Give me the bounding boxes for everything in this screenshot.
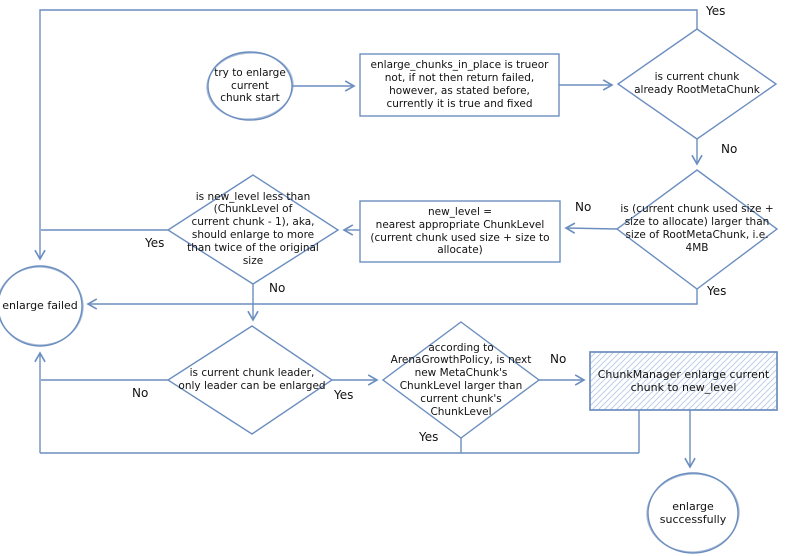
is-root-meta-chunk-label: is current chunk already RootMetaChunk xyxy=(634,71,760,96)
check-enlarge-in-place-box xyxy=(360,54,559,116)
is-root-meta-chunk-diamond xyxy=(618,29,776,139)
leader-check-label: is current chunk leader, only leader can be enlarged xyxy=(178,367,326,392)
check-enlarge-in-place-label: enlarge_chunks_in_place is trueor not, if not then return failed, however, as stated before, currently it is true and fixed xyxy=(370,59,549,110)
enlarge-success-label: enlarge successfully xyxy=(659,499,727,526)
edge-label-root-no: No xyxy=(721,142,738,156)
compute-new-level-box xyxy=(360,201,560,262)
edge-size-no xyxy=(566,228,617,229)
new-level-check-diamond xyxy=(168,175,338,284)
edge-label-leader-yes: Yes xyxy=(334,388,354,402)
edge-label-size-no: No xyxy=(575,200,592,214)
growth-policy-diamond xyxy=(383,322,539,438)
size-check-diamond xyxy=(617,170,777,289)
edge-size-yes xyxy=(88,289,697,304)
growth-policy-label: according to ArenaGrowthPolicy, is next new MetaChunk's ChunkLevel larger than current chunk's ChunkLevel xyxy=(390,341,532,418)
chunk-manager-enlarge-box xyxy=(590,352,777,410)
edge-label-leader-no: No xyxy=(132,386,149,400)
compute-new-level-label: new_level = nearest appropriate ChunkLevel (current chunk used size + size to allocate) xyxy=(370,205,550,257)
edge-label-size-yes: Yes xyxy=(707,284,727,298)
edge-label-level-yes: Yes xyxy=(145,236,165,250)
enlarge-failed-label: enlarge failed xyxy=(2,299,78,313)
leader-check-diamond xyxy=(168,326,332,434)
size-check-label: is (current chunk used size + size to allocate) larger than size of RootMetaChunk, i.e. 4MB xyxy=(620,203,774,254)
edge-label-policy-yes: Yes xyxy=(419,430,439,444)
start-label: try to enlarge current chunk start xyxy=(214,66,286,105)
edge-label-policy-no: No xyxy=(550,352,567,366)
edge-label-root-yes: Yes xyxy=(706,4,726,18)
chunk-manager-enlarge-label: ChunkManager enlarge current chunk to new_level xyxy=(597,367,770,394)
new-level-check-label: is new_level less than (ChunkLevel of current chunk - 1), aka, should enlarge to more than twice of the original size xyxy=(187,190,319,267)
edge-label-level-no: No xyxy=(269,281,286,295)
